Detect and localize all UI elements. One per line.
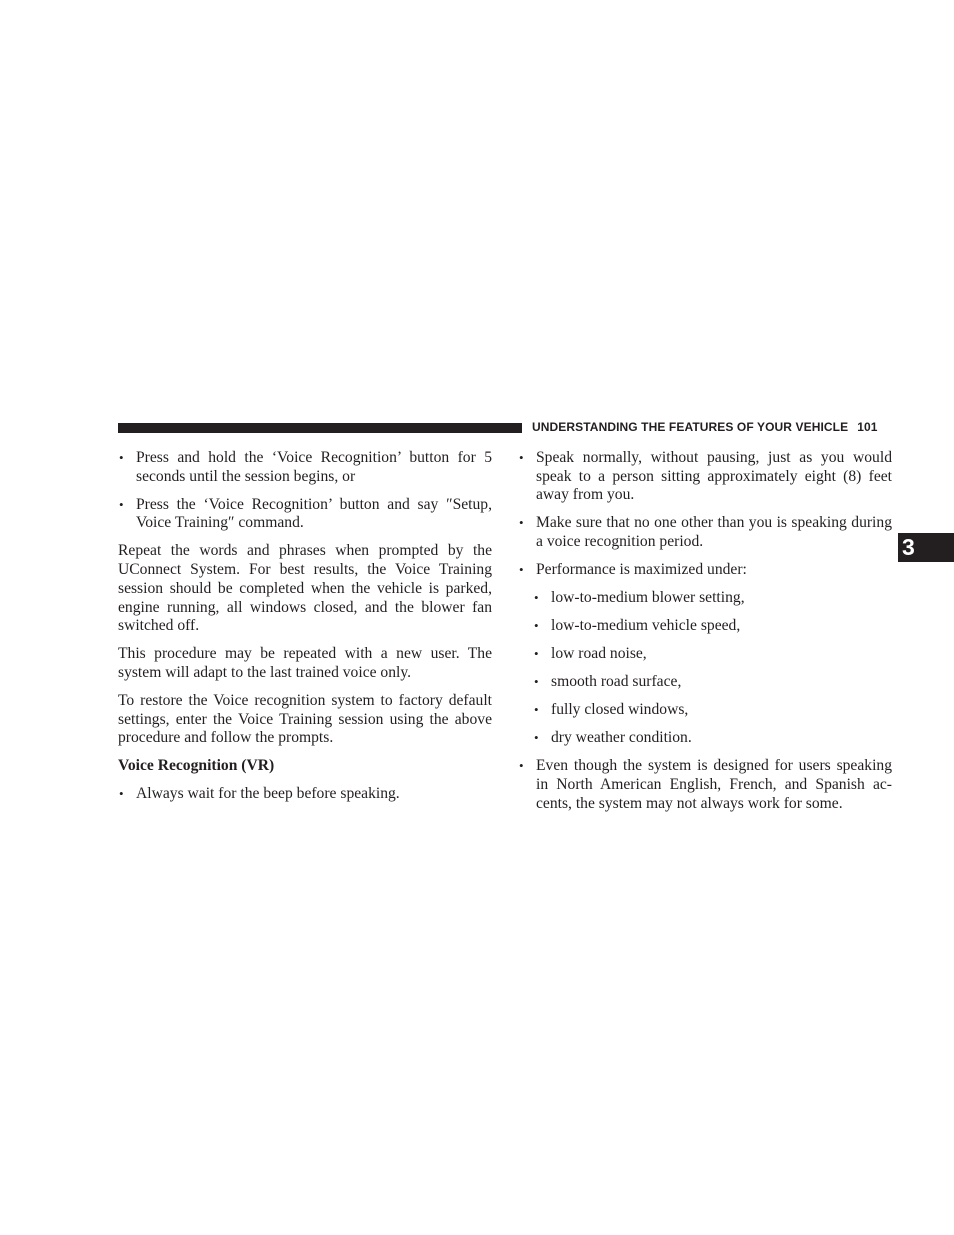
header-title: UNDERSTANDING THE FEATURES OF YOUR VEHICLE <box>532 420 849 434</box>
paragraph: To restore the Voice recognition system to factory default settings, enter the Voice Training session using the above procedure and follow the prompts. <box>118 691 492 747</box>
list-item: • Always wait for the beep before speaking. <box>118 785 492 804</box>
sub-list-item: • fully closed windows, <box>533 701 892 720</box>
header-rule <box>118 423 522 433</box>
left-column <box>118 449 492 813</box>
sub-list-item: • low-to-medium blower setting, <box>533 589 892 608</box>
list-item: • Performance is maximized under: <box>518 561 892 580</box>
list-item: • Even though the system is designed for users speaking in North American English, French, and Spanish ac- cents, the system may not always work for some. <box>518 757 892 813</box>
sub-list-item: • low road noise, <box>533 645 892 664</box>
list-item: • Speak normally, without pausing, just as you would speak to a person sitting approximately eight (8) feet away from you. <box>518 449 892 505</box>
right-column <box>518 449 892 823</box>
list-item: • Make sure that no one other than you is speaking during a voice recognition period. <box>518 514 892 551</box>
sub-list-item: • smooth road surface, <box>533 673 892 692</box>
sub-list-item: • low-to-medium vehicle speed, <box>533 617 892 636</box>
section-heading: Voice Recognition (VR) <box>118 757 275 775</box>
paragraph: This procedure may be repeated with a new user. The system will adapt to the last trained voice only. <box>118 645 492 681</box>
paragraph: Repeat the words and phrases when prompted by the UConnect System. For best results, the Voice Training session should be completed when the vehicle is parked, engine running, all windows closed, and the blower fan switched off. <box>118 542 492 635</box>
page-number: 101 <box>857 420 878 434</box>
chapter-tab: 3 <box>898 533 954 562</box>
sub-list-item: • dry weather condition. <box>533 729 892 748</box>
list-item: • Press the ‘Voice Recognition’ button and say ″Setup, Voice Training″ command. <box>118 496 492 533</box>
list-item: • Press and hold the ‘Voice Recognition’ button for 5 seconds until the session begins, or <box>118 449 492 486</box>
running-header <box>532 420 892 435</box>
